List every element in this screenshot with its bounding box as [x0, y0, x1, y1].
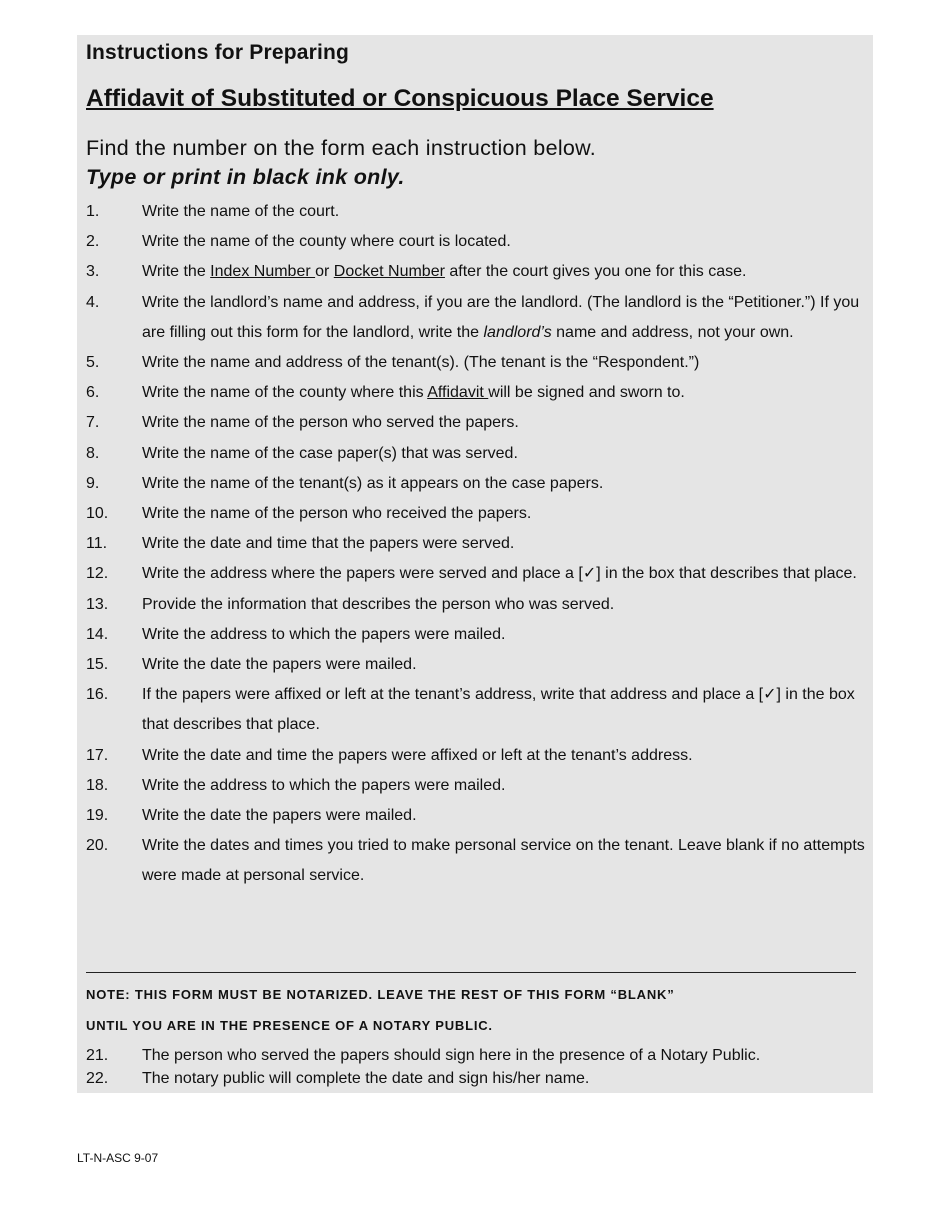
- item-text: Write the date the papers were mailed.: [142, 656, 417, 674]
- list-item: [86, 529, 876, 559]
- list-item: [86, 348, 876, 378]
- item-text: Write the date and time that the papers were served.: [142, 535, 515, 553]
- item-text: Write the date and time the papers were affixed or left at the tenant’s address.: [142, 746, 693, 764]
- list-item: [86, 439, 876, 469]
- item-text: Write the date the papers were mailed.: [142, 807, 417, 825]
- list-item: [86, 680, 876, 740]
- item-text: Write the address where the papers were served and place a [✓] in the box that describes that place.: [142, 565, 857, 583]
- item-text: Write the address to which the papers were mailed.: [142, 776, 506, 794]
- item-number: 22.: [86, 1070, 109, 1087]
- list-item: [86, 408, 876, 438]
- instructions-panel: [77, 35, 873, 1093]
- item-text: The notary public will complete the date and sign his/her name.: [142, 1070, 590, 1087]
- notary-note-line2: UNTIL YOU ARE IN THE PRESENCE OF A NOTARY PUBLIC.: [86, 1018, 493, 1033]
- item-number: 17.: [86, 746, 109, 764]
- item-number: 14.: [86, 625, 109, 643]
- item-number: 10.: [86, 505, 109, 523]
- list-item: [86, 741, 876, 771]
- notary-instruction-list: [86, 1044, 866, 1090]
- notary-note-line1: NOTE: THIS FORM MUST BE NOTARIZED. LEAVE THE REST OF THIS FORM “BLANK”: [86, 987, 675, 1002]
- item-text: Write the name of the person who served the papers.: [142, 414, 519, 432]
- ink-note: Type or print in black ink only.: [86, 165, 405, 189]
- item-text: after the court gives you one for this case.: [444, 263, 747, 281]
- list-item: [86, 650, 876, 680]
- form-code: LT-N-ASC 9-07: [77, 1151, 159, 1165]
- item-text: or: [315, 263, 334, 281]
- item-text: If the papers were affixed or left at the tenant’s address, write that address and place a [✓] in the box that describes that place.: [142, 686, 855, 734]
- divider: [86, 972, 856, 973]
- list-item: [86, 831, 876, 891]
- instruction-list: [86, 197, 876, 892]
- list-item: [86, 227, 876, 257]
- item-text: The person who served the papers should sign here in the presence of a Notary Public.: [142, 1047, 761, 1064]
- item-number: 20.: [86, 837, 109, 855]
- item-text: Write the dates and times you tried to make personal service on the tenant. Leave blank if no attempts were made at personal service.: [142, 837, 865, 885]
- item-text: Write the landlord’s name and address, if you are the landlord. (The landlord is the “Petitioner.”) If you are filling out this form for the landlord, write the: [142, 293, 860, 341]
- item-text: Write the name of the county where this: [142, 384, 428, 402]
- item-number: 19.: [86, 807, 109, 825]
- docket-number-term: Docket Number: [333, 263, 445, 281]
- item-number: 12.: [86, 565, 109, 583]
- item-number: 3.: [86, 263, 100, 281]
- list-item: [86, 257, 876, 287]
- list-item: [86, 801, 876, 831]
- list-item: [86, 378, 876, 408]
- item-text: Write the address to which the papers were mailed.: [142, 625, 506, 643]
- list-item: [86, 288, 876, 348]
- item-number: 8.: [86, 444, 100, 462]
- item-text: Provide the information that describes the person who was served.: [142, 595, 615, 613]
- item-number: 16.: [86, 686, 109, 704]
- item-text: Write the name of the person who received the papers.: [142, 505, 532, 523]
- intro-text: Find the number on the form each instruction below.: [86, 136, 597, 160]
- item-text: Write the name and address of the tenant(s). (The tenant is the “Respondent.”): [142, 354, 700, 372]
- landlords-emphasis: landlord’s: [483, 323, 552, 341]
- list-item: [86, 1044, 866, 1067]
- item-text: Write the name of the tenant(s) as it appears on the case papers.: [142, 474, 604, 492]
- list-item: [86, 620, 876, 650]
- list-item: [86, 469, 876, 499]
- list-item: [86, 499, 876, 529]
- item-text: Write the: [142, 263, 211, 281]
- list-item: [86, 1067, 866, 1090]
- item-number: 21.: [86, 1047, 109, 1064]
- item-number: 5.: [86, 354, 100, 372]
- item-number: 11.: [86, 535, 108, 553]
- item-number: 4.: [86, 293, 100, 311]
- item-text: Write the name of the case paper(s) that was served.: [142, 444, 518, 462]
- item-number: 1.: [86, 203, 100, 220]
- item-text: will be signed and sworn to.: [488, 384, 685, 402]
- item-text: name and address, not your own.: [551, 323, 794, 341]
- page-title: Instructions for Preparing: [86, 41, 350, 64]
- item-number: 15.: [86, 656, 109, 674]
- list-item: [86, 197, 876, 227]
- item-number: 2.: [86, 233, 100, 251]
- affidavit-term: Affidavit: [427, 384, 489, 402]
- item-number: 7.: [86, 414, 100, 432]
- list-item: [86, 771, 876, 801]
- form-name-heading: Affidavit of Substituted or Conspicuous Place Service: [86, 85, 714, 112]
- index-number-term: Index Number: [210, 263, 316, 281]
- item-number: 9.: [86, 474, 100, 492]
- item-text: Write the name of the court.: [142, 203, 340, 220]
- item-number: 6.: [86, 384, 100, 402]
- list-item: [86, 559, 876, 589]
- list-item: [86, 590, 876, 620]
- item-number: 13.: [86, 595, 109, 613]
- item-number: 18.: [86, 776, 109, 794]
- item-text: Write the name of the county where court is located.: [142, 233, 511, 251]
